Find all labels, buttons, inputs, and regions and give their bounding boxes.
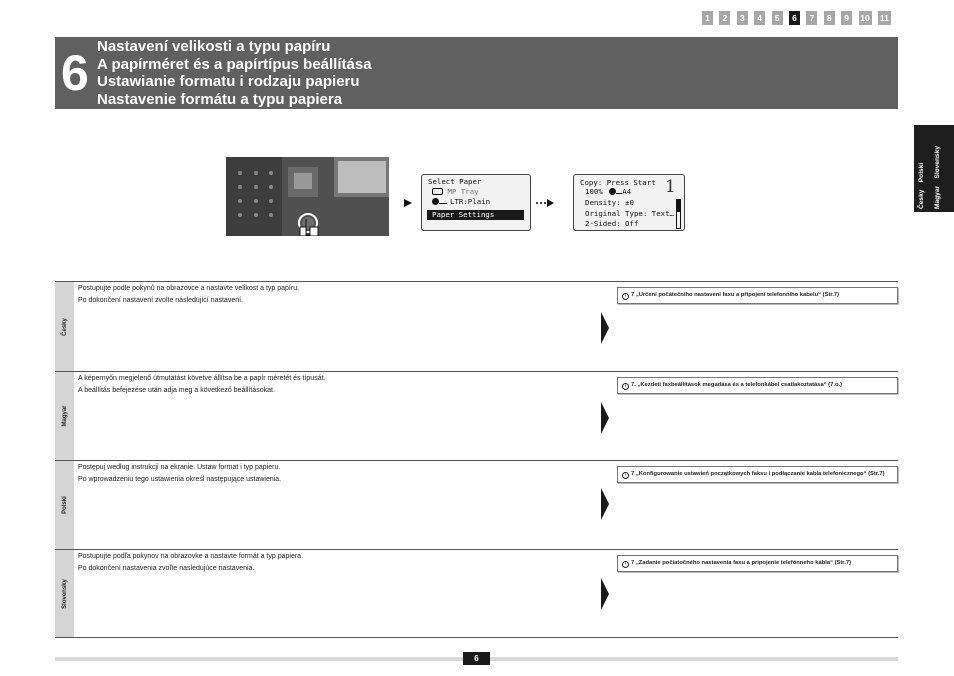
next-step-arrow-icon (601, 488, 609, 520)
arrow-right-icon (403, 198, 413, 208)
title-slovak: Nastavenie formátu a typu papiera (97, 90, 343, 108)
page-number: 6 (463, 652, 490, 665)
lcd2-zoom: 100% (585, 187, 603, 196)
section-instructions (78, 283, 299, 307)
reference-arrow-icon: › (622, 383, 629, 390)
instruction-line: Po dokončení nastavenia zvoľte nasledujúce nastavenia. (78, 565, 255, 572)
lcd2-line-1: Copy: Press Start (580, 178, 656, 187)
control-panel-illustration (226, 157, 389, 236)
lcd2-copy-count: 1 (665, 177, 676, 197)
lcd1-line-1: Select Paper (428, 177, 482, 186)
reference-box (617, 466, 898, 483)
step-tab-9[interactable]: 9 (841, 11, 852, 25)
lang-label-text: Polski (61, 496, 68, 514)
step-number: 6 (61, 45, 89, 101)
lcd1-line-2 (422, 187, 530, 197)
reference-arrow-icon: › (622, 293, 629, 300)
reference-text: 7 „Zadanie počiatočného nastavenia faxu a pripojenie telefónneho kábla“ (Str.7) (631, 560, 852, 566)
title-czech: Nastavení velikosti a typu papíru (97, 38, 331, 55)
instruction-line: Postupujte podle pokynů na obrazovce a nastavte velikost a typ papíru. (78, 285, 300, 292)
instruction-line: Po dokončení nastavení zvolte následující nastavení. (78, 297, 243, 304)
step-tab-11[interactable]: 11 (879, 13, 889, 23)
lcd2-paper-size: A4 (622, 187, 632, 196)
instruction-line: Postupujte podľa pokynov na obrazovke a nastavte formát a typ papiera. (78, 553, 304, 560)
step-tab-10[interactable]: 10 (860, 13, 870, 23)
tray-icon (432, 188, 443, 195)
step-titles (97, 38, 372, 108)
language-tab-col-2 (934, 129, 952, 209)
lcd2-line-4: Original Type: Text… (585, 209, 674, 218)
next-step-arrow-icon (601, 312, 609, 344)
title-polish: Ustawianie formatu i rodzaju papieru (97, 73, 360, 91)
title-hungarian: A papírméret és a papírtípus beállítása (97, 55, 372, 73)
lcd-screen-select-paper (421, 174, 531, 231)
instruction-line: Po wprowadzeniu tego ustawienia określ następujące ustawienia. (78, 476, 282, 483)
next-step-arrow-icon (601, 578, 609, 610)
instruction-line: Postępuj według instrukcji na ekranie. Ustaw format i typ papieru. (78, 464, 281, 471)
cassette-1-icon (432, 198, 439, 205)
next-step-arrow-icon (601, 402, 609, 434)
step-tab-2[interactable]: 2 (719, 11, 730, 25)
step-tab-3[interactable]: 3 (737, 11, 748, 25)
step-tab-6[interactable]: 6 (789, 11, 800, 25)
reference-text: 7 „Určení počátečního nastavení faxu a připojení telefonního kabelu“ (Str.7) (631, 292, 840, 298)
section-czech (55, 281, 898, 371)
step-tab-7[interactable]: 7 (806, 11, 817, 25)
lang-label-text: Magyar (61, 405, 68, 427)
step-tab-4[interactable]: 4 (754, 11, 765, 25)
step-tab-1[interactable]: 1 (702, 11, 713, 25)
lang-tab-slovensky: Slovensky (934, 145, 941, 179)
reference-arrow-icon: › (622, 561, 629, 568)
section-slovak (55, 549, 898, 638)
reference-box (617, 555, 898, 572)
section-polish (55, 460, 898, 549)
section-lang-label (55, 461, 74, 549)
section-instructions (78, 551, 303, 575)
reference-text: 7 „Konfigurowanie ustawień początkowych faksu i podłączanie kabla telefonicznego“ (Str.7) (631, 471, 885, 477)
reference-box (617, 377, 898, 394)
header-band (55, 37, 898, 109)
dotted-arrow-icon (535, 198, 555, 208)
reference-arrow-icon: › (622, 472, 629, 479)
lcd1-line-3 (422, 197, 530, 207)
lcd1-line-4-selected: Paper Settings (427, 210, 524, 220)
section-instructions (78, 462, 281, 486)
lcd1-line-2-text: MP Tray (447, 187, 479, 196)
section-hungarian (55, 371, 898, 460)
section-lang-label (55, 372, 74, 460)
reference-text: 7. „Kezdeti faxbeállítások megadása és a telefonkábel csatlakoztatása“ (7.o.) (631, 382, 843, 388)
cassette-1-icon (609, 188, 616, 195)
lcd-screen-copy (573, 174, 685, 231)
lang-tab-cesky: Česky (918, 189, 925, 209)
instruction-line: A képernyőn megjelenő útmutatást követve állítsa be a papír méretét és típusát. (78, 375, 326, 382)
lang-label-text: Česky (61, 317, 68, 336)
step-tab-5[interactable]: 5 (772, 11, 783, 25)
lcd2-scrollbar (676, 199, 681, 229)
section-instructions (78, 373, 325, 397)
section-lang-label (55, 550, 74, 637)
lcd1-line-3-text: LTR:Plain (450, 197, 491, 206)
lcd2-line-3: Density: ±0 (585, 198, 634, 207)
reference-box (617, 287, 898, 304)
lang-tab-magyar: Magyar (934, 185, 941, 209)
language-tab (914, 125, 954, 212)
section-lang-label (55, 282, 74, 371)
instruction-line: A beállítás befejezése után adja meg a következő beállításokat. (78, 387, 275, 394)
step-tabs (702, 11, 897, 25)
lang-tab-polski: Polski (918, 162, 925, 183)
lcd2-line-5: 2-Sided: Off (585, 219, 639, 228)
step-tab-8[interactable]: 8 (824, 11, 835, 25)
lang-label-text: Slovensky (61, 578, 68, 609)
